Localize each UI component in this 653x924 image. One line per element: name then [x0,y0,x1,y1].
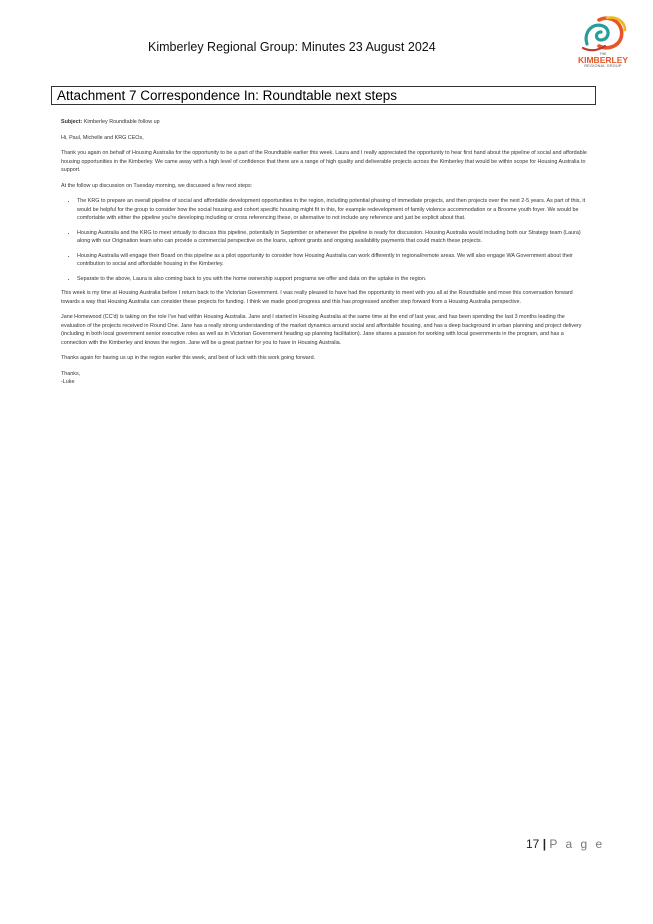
page-header-title: Kimberley Regional Group: Minutes 23 August 2024 [148,40,436,54]
closing: Thanks, [61,370,81,377]
logo-subtitle: REGIONAL GROUP [584,64,622,68]
signature: -Luke [61,379,75,385]
paragraph-thanks: Thank you again on behalf of Housing Australia for the opportunity to be a part of the Roundtable earlier this week. Laura and I really appreciated the opportunity to hear first hand about the pipeline of social and affordable housing opportunities in the Kimberley. We came away with a high level of confidence that there are a range of high quality and deliverable projects across the Kimberley that would be within scope for Housing Australia to support. [61,150,587,173]
page-number: 17 [526,837,540,851]
page-number-footer [526,837,605,851]
subject-label: Subject: [61,119,83,125]
kimberley-regional-group-logo [577,14,629,78]
letter-body [61,118,590,387]
paragraph-closing-thanks: Thanks again for having us up in the region earlier this week, and best of luck with this work going forward. [61,355,316,361]
paragraph-next-steps-intro: At the follow up discussion on Tuesday morning, we discussed a few next steps: [61,182,253,189]
subject-text: Kimberley Roundtable follow up [83,119,160,125]
list-item: • The KRG to prepare an overall pipeline of social and affordable development opportunities in the region, including potential phasing of immediate projects, and then projects over the next 2-5 years. As part of this, it would be helpful for the group to consider how the social housing and cohort specific housing might fit in this, for example redevelopment of family violence accommodation or a Broome youth foyer. We would be comfortable with either the pipeline you're developing including or cross referencing these, or alternative to not include any reference and just be explicit about that. [77,197,590,223]
list-item: • Housing Australia and the KRG to meet virtually to discuss this pipeline, potentially in September or whenever the pipeline is ready for discussion. Housing Australia would including both our Strategy team (Laura) along with our Origination team who can provide a commercial perspective on the loans, upfront grants and ongoing availability payments that could match these projects. [77,229,590,246]
paragraph-jane-homewood: Jane Homewood (CC'd) is taking on the role I've had within Housing Australia. Jane and I started in Housing Australia at the same time at the end of last year, and has been spending the last 3 months leading the evaluation of the projects received in Round One. Jane has a really strong understanding of the market dynamics around social and affordable housing, and has a deep background in urban planning and project delivery (including in both local government senior executive roles as well as in Victorian Government heading up planning facilitation). Jane shares a passion for working with local governments in the program, and has a connection with the Kimberley and knows the region. Jane will be a great partner for you to have in Housing Australia. [61,314,582,346]
logo-brand: KIMBERLEY [577,55,629,65]
logo-swirl-icon [577,14,629,54]
signoff [61,370,590,387]
page-separator: | [542,837,547,851]
list-item: • Separate to the above, Laura is also coming back to you with the home ownership support programs we offer and data on the uptake in the region. [77,275,590,284]
attachment-heading: Attachment 7 Correspondence In: Roundtable next steps [51,86,596,105]
greeting: Hi, Paul, Michelle and KRG CEOs, [61,134,144,141]
page-word: P a g e [549,837,605,851]
next-steps-list [61,197,590,283]
logo-the: THE [599,52,607,56]
list-item: • Housing Australia will engage their Board on this pipeline as a pilot opportunity to consider how Housing Australia can work differently in regional/remote areas. We will also engage WA Government about their contribution to social and affordable housing in the Kimberley. [77,252,590,269]
paragraph-transition: This week is my time at Housing Australia before I return back to the Victorian Government. I was really pleased to have had the opportunity to meet with you all at the Roundtable and move this conversation forward towards a way that Housing Australia can consider these projects for funding. I think we made good progress and this has progressed another step forward from a Housing Australia perspective. [61,290,573,305]
subject-line [61,118,590,127]
logo-wordmark [577,52,629,68]
